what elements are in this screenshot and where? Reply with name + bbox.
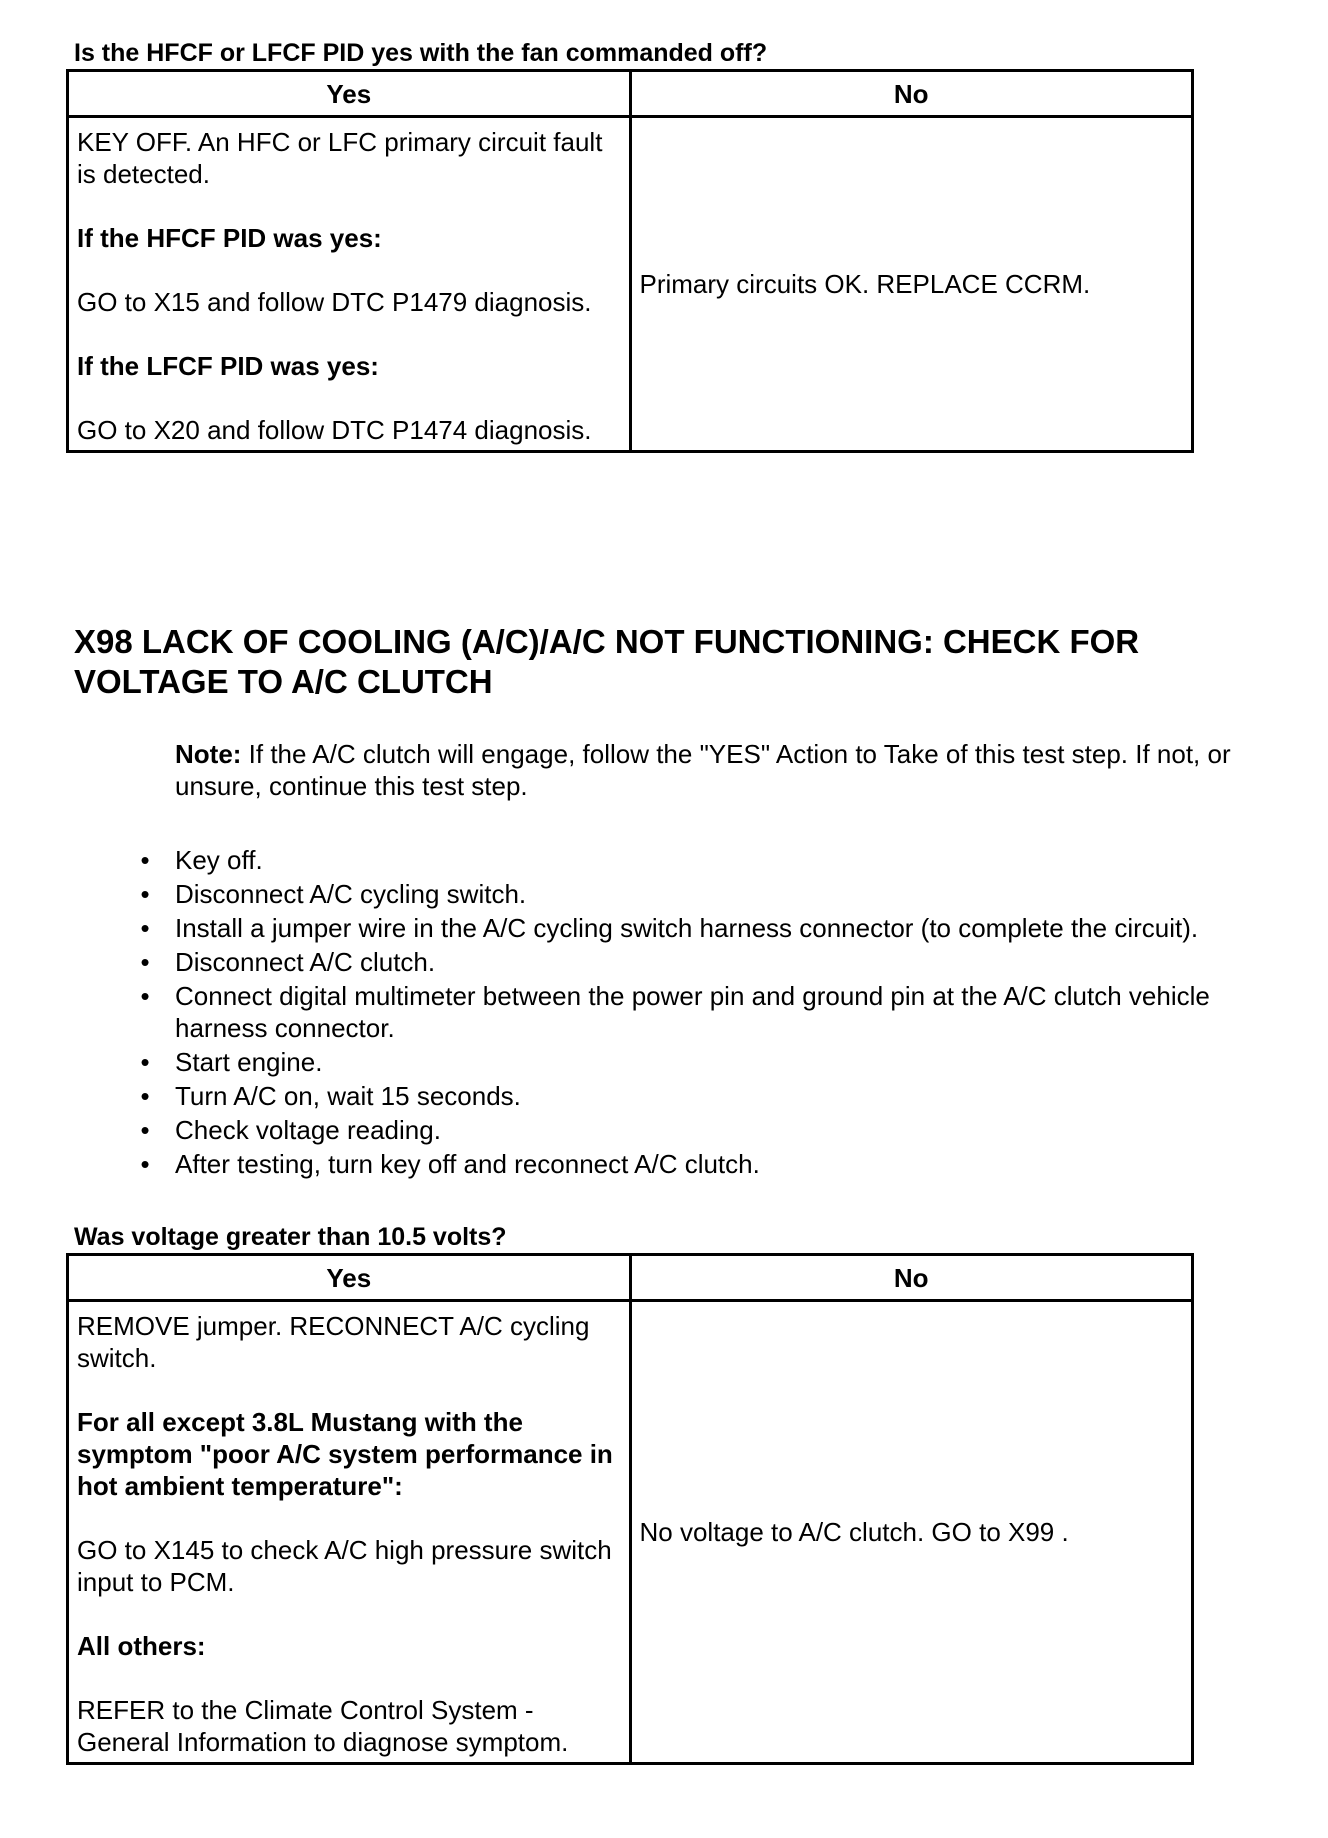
table1-yes-para-5: GO to X20 and follow DTC P1474 diagnosis. xyxy=(77,415,592,445)
table1-yes-para-4: If the LFCF PID was yes: xyxy=(77,351,379,381)
step-text: Disconnect A/C clutch. xyxy=(175,947,436,977)
step-text: Start engine. xyxy=(175,1047,323,1077)
bullet-icon: • xyxy=(140,913,150,943)
step-text: After testing, turn key off and reconnect A/C clutch. xyxy=(175,1149,760,1179)
bullet-icon: • xyxy=(140,1115,150,1145)
table2-yes-para-4: All others: xyxy=(77,1631,206,1661)
list-item xyxy=(135,878,1305,910)
table2-yes-para-3: GO to X145 to check A/C high pressure switch input to PCM. xyxy=(77,1535,612,1597)
table2-header-yes: Yes xyxy=(68,1255,631,1301)
list-item xyxy=(135,1148,1305,1180)
note-label: Note: xyxy=(175,739,242,769)
table1-no-cell: Primary circuits OK. REPLACE CCRM. xyxy=(630,117,1193,452)
list-item xyxy=(135,1114,1305,1146)
table2-yes-para-1: REMOVE jumper. RECONNECT A/C cycling switch. xyxy=(77,1311,590,1373)
table1-yes-para-1: KEY OFF. An HFC or LFC primary circuit fault is detected. xyxy=(77,127,603,189)
step-text: Key off. xyxy=(175,845,263,875)
table2-body-row xyxy=(68,1301,1193,1764)
list-item xyxy=(135,946,1305,978)
table2-header-no: No xyxy=(630,1255,1193,1301)
table1-decision-table xyxy=(66,69,1194,453)
table1-question: Is the HFCF or LFCF PID yes with the fan commanded off? xyxy=(74,39,768,67)
list-item xyxy=(135,844,1305,876)
table1-yes-cell xyxy=(68,117,631,452)
section-title: X98 LACK OF COOLING (A/C)/A/C NOT FUNCTIONING: CHECK FOR VOLTAGE TO A/C CLUTCH xyxy=(74,623,1140,700)
list-item xyxy=(135,980,1305,1044)
bullet-icon: • xyxy=(140,981,150,1011)
table2-yes-cell xyxy=(68,1301,631,1764)
table2-question: Was voltage greater than 10.5 volts? xyxy=(74,1223,507,1251)
note-text: If the A/C clutch will engage, follow the "YES" Action to Take of this test step. If not, or unsure, continue this test step. xyxy=(175,739,1231,801)
note xyxy=(175,738,1265,802)
steps-list xyxy=(135,844,1305,1182)
bullet-icon: • xyxy=(140,1149,150,1179)
table2-yes-para-2: For all except 3.8L Mustang with the symptom "poor A/C system performance in hot ambient temperature": xyxy=(77,1407,613,1501)
bullet-icon: • xyxy=(140,879,150,909)
table2-yes-para-5: REFER to the Climate Control System - General Information to diagnose symptom. xyxy=(77,1695,569,1757)
list-item xyxy=(135,1080,1305,1112)
bullet-icon: • xyxy=(140,845,150,875)
table1-body-row xyxy=(68,117,1193,452)
table2-no-cell: No voltage to A/C clutch. GO to X99 . xyxy=(630,1301,1193,1764)
step-text: Turn A/C on, wait 15 seconds. xyxy=(175,1081,521,1111)
table1-yes-para-2: If the HFCF PID was yes: xyxy=(77,223,382,253)
bullet-icon: • xyxy=(140,947,150,977)
table2-decision-table xyxy=(66,1253,1194,1765)
bullet-icon: • xyxy=(140,1081,150,1111)
step-text: Disconnect A/C cycling switch. xyxy=(175,879,527,909)
table1-header-yes: Yes xyxy=(68,71,631,117)
step-text: Install a jumper wire in the A/C cycling switch harness connector (to complete the circuit). xyxy=(175,913,1199,943)
table1-yes-para-3: GO to X15 and follow DTC P1479 diagnosis. xyxy=(77,287,592,317)
list-item xyxy=(135,1046,1305,1078)
step-text: Check voltage reading. xyxy=(175,1115,441,1145)
step-text: Connect digital multimeter between the power pin and ground pin at the A/C clutch vehicle harness connector. xyxy=(175,981,1210,1043)
bullet-icon: • xyxy=(140,1047,150,1077)
table1-header-row xyxy=(68,71,1193,117)
table2-header-row xyxy=(68,1255,1193,1301)
list-item xyxy=(135,912,1305,944)
table1-header-no: No xyxy=(630,71,1193,117)
